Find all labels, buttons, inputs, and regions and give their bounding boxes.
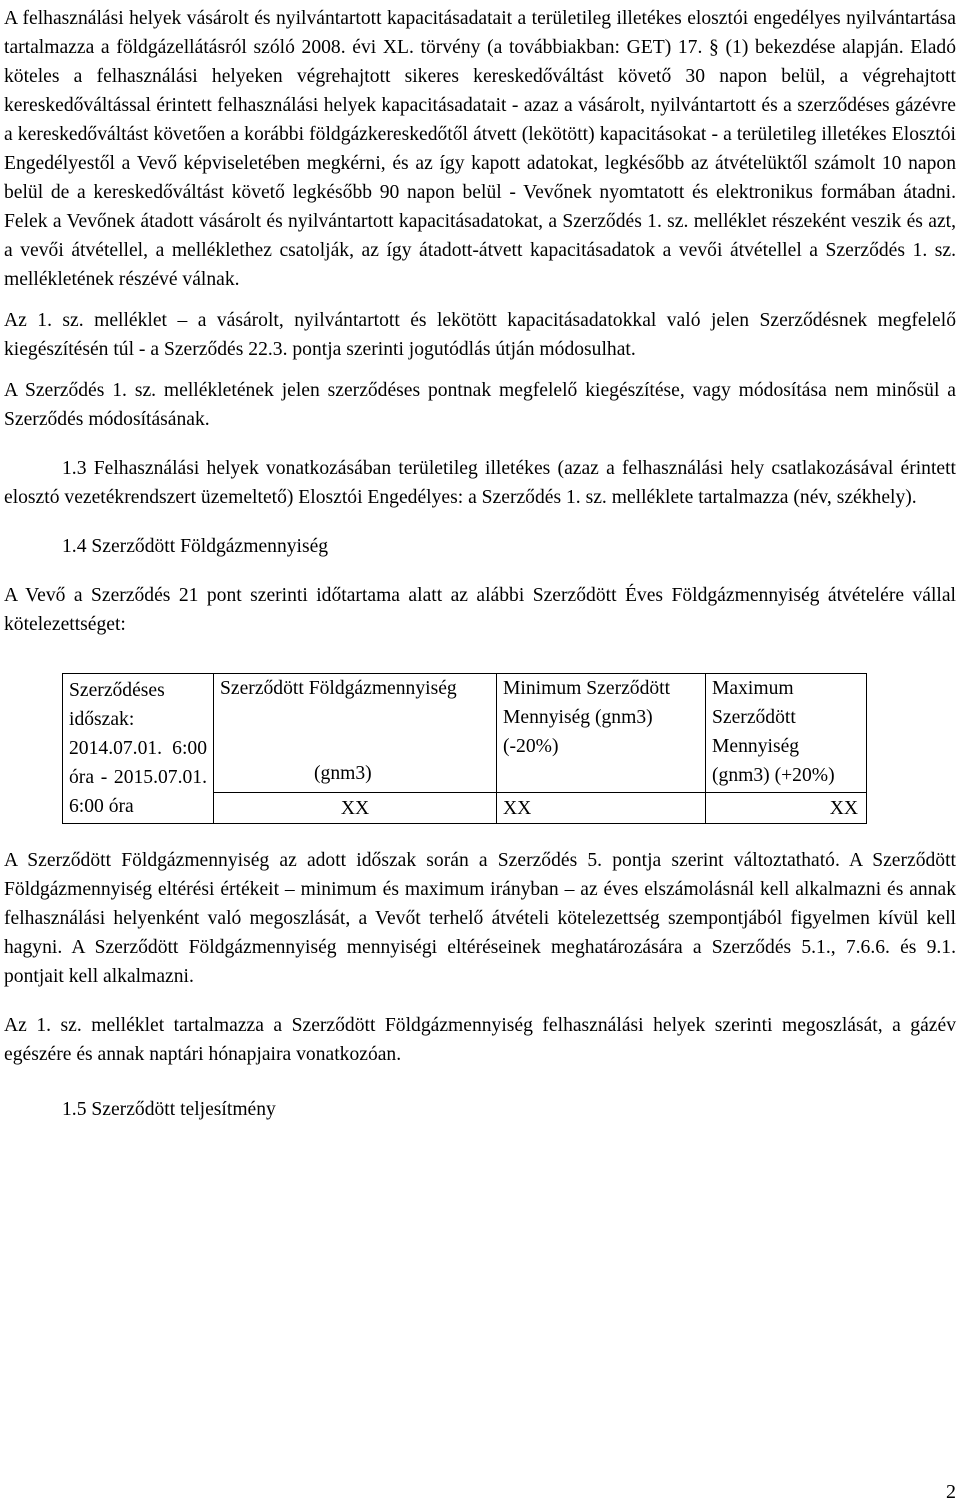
table-value-minimum: XX xyxy=(497,793,706,824)
table-minimum-header: Minimum Szerződött Mennyiség (gnm3) (-20%) xyxy=(497,674,706,793)
paragraph-annex-modification: Az 1. sz. melléklet – a vásárolt, nyilvántartott és lekötött kapacitásadatokkal való jelen Szerződésnek megfelelő kiegészítésén túl - a Szerződés 22.3. pontja szerinti jogutódlás útján módosulhat. xyxy=(4,310,956,360)
contracted-quantity-unit: (gnm3) xyxy=(314,763,372,784)
paragraph-capacity-data: A felhasználási helyek vásárolt és nyilvántartott kapacitásadatait a területileg illetékes elosztói engedélyes nyilvántartása tartalmazza a földgázellátásról szóló 2008. évi XL. törvény (a továbbiakban: GET) 17. § (1) bekezdése alapján. Eladó köteles a felhasználási helyeken végrehajtott sikeres kereskedőváltást követő 30 napon belül, a végrehajtott kereskedőváltással érintett felhasználási helyek kapacitásadatait - azaz a vásárolt, nyilvántartott és a szerződéses gázévre a kereskedőváltást követően a korábbi földgázkereskedőtől átvett (lekötött) kapacitásokat - a területileg illetékes Elosztói Engedélyestől a Vevő képviseletében megkérni, és az így kapott adatokat, legkésőbb az átvételüktől számolt 10 napon belül de a kereskedőváltást követő legkésőbb 90 napon belül - Vevőnek nyomtatott és elektronikus formában átadni. Felek a Vevőnek átadott vásárolt és nyilvántartott kapacitásadatokat, a Szerződés 1. sz. melléklet részeként veszik és azt, a vevői átvétellel, a melléklethez csatolják, az így átadott-átvett kapacitásadatok a vevői átvétellel a Szerződés 1. sz. mellékletének részévé válnak. xyxy=(4,8,956,290)
quantity-table-wrapper xyxy=(62,673,858,824)
quantity-table xyxy=(62,673,867,824)
paragraph-annex-supplement: A Szerződés 1. sz. mellékletének jelen szerződéses pontnak megfelelő kiegészítése, vagy módosítása nem minősül a Szerződés módosításának. xyxy=(4,380,956,430)
paragraph-obligation: A Vevő a Szerződés 21 pont szerinti időtartama alatt az alábbi Szerződött Éves Földgázmennyiség átvételére vállal kötelezettséget: xyxy=(4,585,956,635)
table-header-row xyxy=(63,674,867,793)
table-value-contracted: XX xyxy=(214,793,497,824)
section-1-5-heading: 1.5 Szerződött teljesítmény xyxy=(62,1099,276,1120)
table-value-maximum: XX xyxy=(706,793,867,824)
contracted-quantity-title: Szerződött Földgázmennyiség xyxy=(220,678,457,699)
section-1-4-heading: 1.4 Szerződött Földgázmennyiség xyxy=(62,536,329,557)
paragraph-variation: A Szerződött Földgázmennyiség az adott időszak során a Szerződés 5. pontja szerint változtatható. A Szerződött Földgázmennyiség eltérési értékeit – minimum és maximum irányban – az éves elszámolásnál kell alkalmazni és annak felhasználási helyenként való megoszlását, a Vevőt terhelő átvételi kötelezettség szempontjából figyelmen kívül kell hagyni. A Szerződött Földgázmennyiség mennyiségi eltéréseinek meghatározására a Szerződés 5.1., 7.6.6. és 9.1. pontjait kell alkalmazni. xyxy=(4,850,956,987)
table-period-cell: Szerződéses időszak: 2014.07.01. 6:00 óra - 2015.07.01. 6:00 óra xyxy=(63,674,214,824)
document-page xyxy=(4,0,956,1124)
section-1-3-text: 1.3 Felhasználási helyek vonatkozásában területileg illetékes (azaz a felhasználási hely csatlakozásával érintett elosztó vezetékrendszert üzemeltető) Elosztói Engedélyes: a Szerződés 1. sz. melléklete tartalmazza (név, székhely). xyxy=(4,458,956,508)
table-contracted-quantity-header xyxy=(214,674,497,793)
section-1-3 xyxy=(4,454,956,512)
table-maximum-header: Maximum Szerződött Mennyiség (gnm3) (+20%) xyxy=(706,674,867,793)
page-number: 2 xyxy=(946,1481,956,1503)
paragraph-annex-distribution: Az 1. sz. melléklet tartalmazza a Szerződött Földgázmennyiség felhasználási helyek szerinti megoszlását, a gázév egészére és annak naptári hónapjaira vonatkozóan. xyxy=(4,1015,956,1065)
